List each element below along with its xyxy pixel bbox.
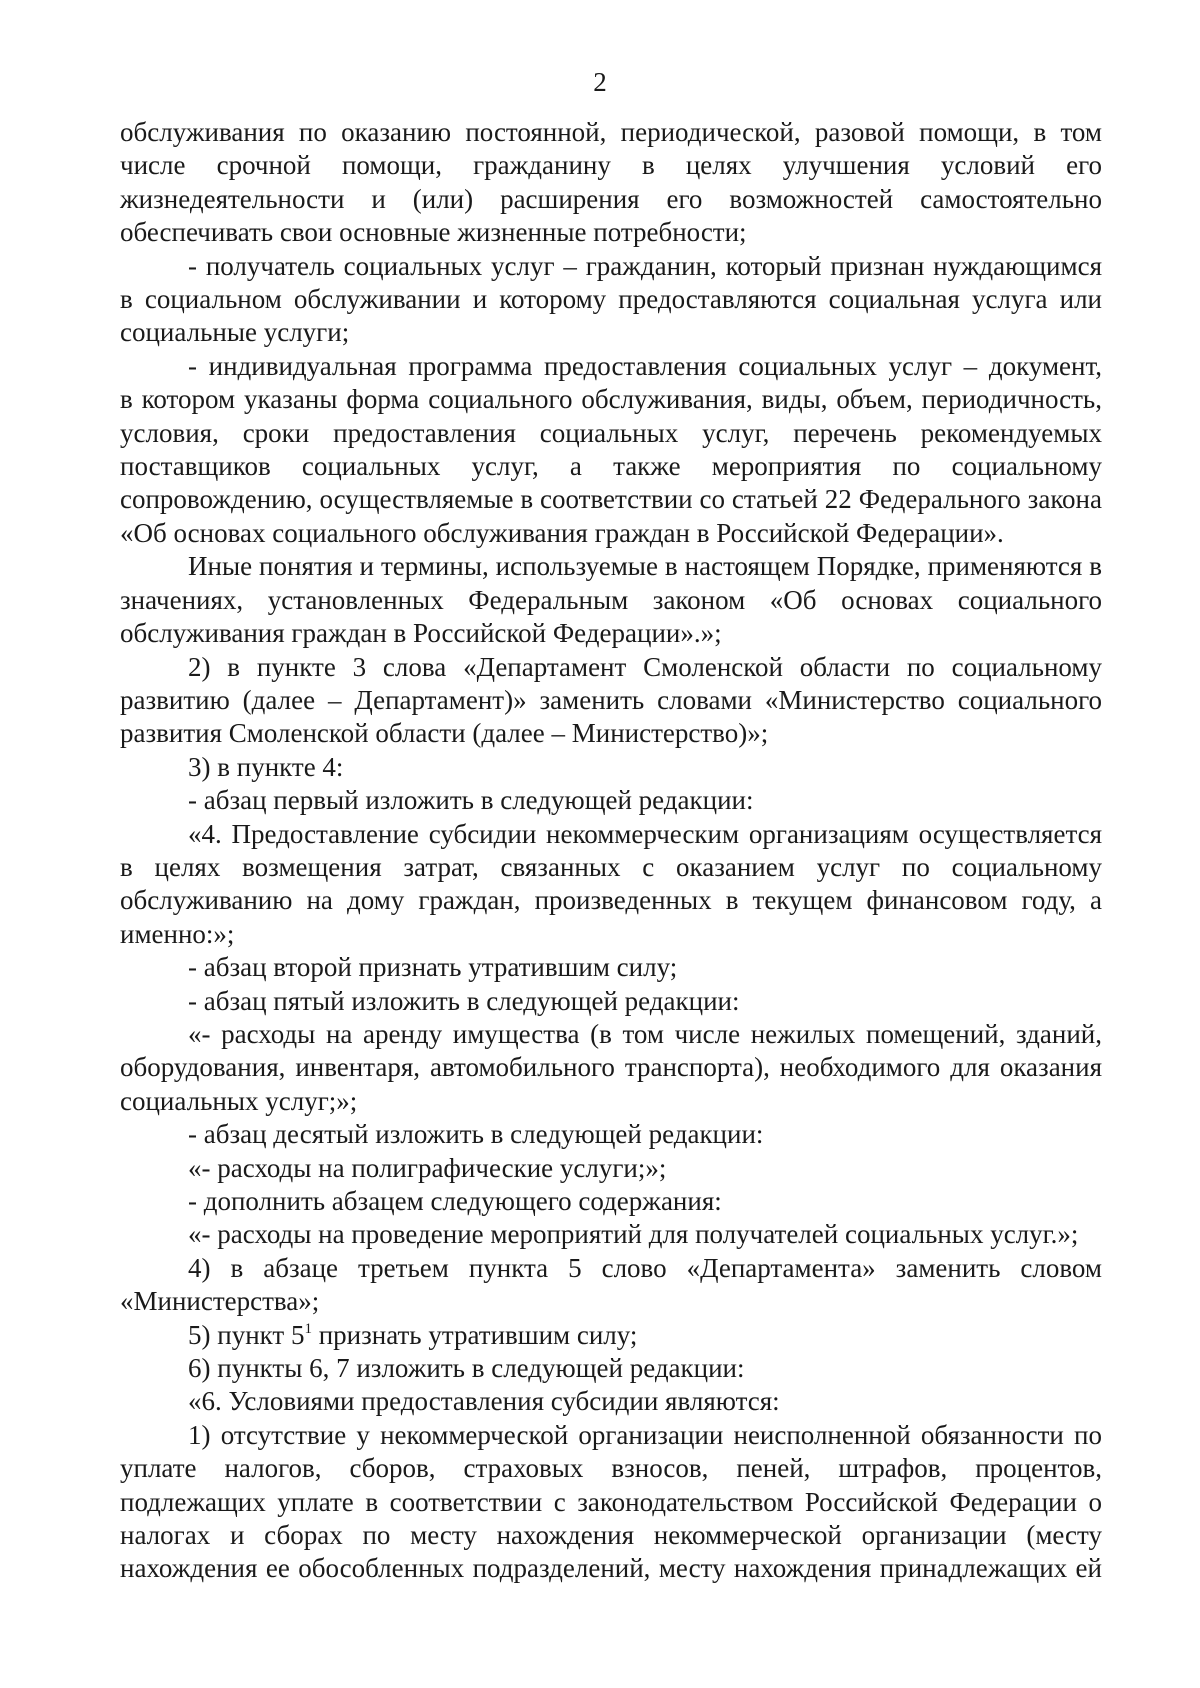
text-line: обслуживанию на дому граждан, произведенных в текущем финансовом году, а bbox=[120, 885, 1102, 916]
text-line: нахождения ее обособленных подразделений, месту нахождения принадлежащих ей bbox=[120, 1553, 1102, 1584]
text-line: - абзац пятый изложить в следующей редакции: bbox=[188, 985, 740, 1016]
text-line: социальных услуг;»; bbox=[120, 1085, 358, 1116]
text-line: развитию (далее – Департамент)» заменить словами «Министерство социального bbox=[120, 684, 1102, 715]
text-line: развития Смоленской области (далее – Министерство)»; bbox=[120, 718, 769, 749]
text-line: подлежащих уплате в соответствии с законодательством Российской Федерации о bbox=[120, 1486, 1102, 1517]
text-line-item-5 bbox=[120, 1319, 1102, 1352]
page-number: 2 bbox=[593, 67, 607, 97]
text-line: - абзац десятый изложить в следующей редакции: bbox=[188, 1119, 764, 1150]
text-line: - абзац второй признать утратившим силу; bbox=[188, 952, 678, 983]
text-line: налогах и сборах по месту нахождения некоммерческой организации (месту bbox=[120, 1520, 1102, 1551]
text-line: «- расходы на проведение мероприятий для получателей социальных услуг.»; bbox=[188, 1219, 1079, 1250]
text-line: - дополнить абзацем следующего содержания: bbox=[188, 1186, 722, 1216]
text-line: оборудования, инвентаря, автомобильного транспорта), необходимого для оказания bbox=[120, 1052, 1102, 1083]
item5-superscript: 1 bbox=[304, 1320, 312, 1337]
text-line: условия, сроки предоставления социальных услуг, перечень рекомендуемых bbox=[120, 417, 1102, 448]
document-body bbox=[120, 116, 1102, 1586]
text-block-tail bbox=[120, 1352, 1102, 1586]
text-line: в котором указаны форма социального обслуживания, виды, объем, периодичность, bbox=[120, 384, 1102, 415]
item5-before: 5) пункт 5 bbox=[188, 1319, 305, 1350]
text-line: «6. Условиями предоставления субсидии являются: bbox=[188, 1386, 780, 1417]
text-line: 2) в пункте 3 слова «Департамент Смоленской области по социальному bbox=[188, 651, 1102, 682]
item5-after: признать утратившим силу; bbox=[311, 1319, 638, 1350]
text-line: «Министерства»; bbox=[120, 1286, 320, 1317]
text-line: «Об основах социального обслуживания граждан в Российской Федерации». bbox=[120, 517, 1004, 548]
text-line: 4) в абзаце третьем пункта 5 слово «Департамента» заменить словом bbox=[188, 1252, 1102, 1283]
text-line: социальные услуги; bbox=[120, 317, 350, 348]
text-line: обслуживания граждан в Российской Федерации».»; bbox=[120, 618, 722, 649]
text-line: в социальном обслуживании и которому предоставляются социальная услуга или bbox=[120, 284, 1102, 315]
text-line: 6) пункты 6, 7 изложить в следующей редакции: bbox=[188, 1353, 745, 1384]
text-line: сопровождению, осуществляемые в соответствии со статьей 22 Федерального закона bbox=[120, 484, 1102, 515]
text-block-main bbox=[120, 116, 1102, 1319]
text-line: 1) отсутствие у некоммерческой организации неисполненной обязанности по bbox=[188, 1419, 1102, 1450]
text-line: Иные понятия и термины, используемые в настоящем Порядке, применяются в bbox=[188, 551, 1102, 582]
text-line: - индивидуальная программа предоставления социальных услуг – документ, bbox=[188, 350, 1102, 381]
text-line: поставщиков социальных услуг, а также мероприятия по социальному bbox=[120, 451, 1102, 482]
text-line: в целях возмещения затрат, связанных с оказанием услуг по социальному bbox=[120, 851, 1102, 882]
text-line: «- расходы на аренду имущества (в том числе нежилых помещений, зданий, bbox=[188, 1018, 1102, 1049]
text-line: уплате налогов, сборов, страховых взносов, пеней, штрафов, процентов, bbox=[120, 1453, 1102, 1484]
text-line: - абзац первый изложить в следующей редакции: bbox=[188, 785, 754, 816]
text-line: значениях, установленных Федеральным законом «Об основах социального bbox=[120, 584, 1102, 615]
text-line: «- расходы на полиграфические услуги;»; bbox=[188, 1152, 667, 1183]
text-line: жизнедеятельности и (или) расширения его возможностей самостоятельно bbox=[120, 183, 1102, 214]
text-line: 3) в пункте 4: bbox=[188, 751, 344, 782]
text-line: числе срочной помощи, гражданину в целях улучшения условий его bbox=[120, 150, 1102, 181]
text-line: «4. Предоставление субсидии некоммерческим организациям осуществляется bbox=[188, 818, 1102, 849]
text-line: - получатель социальных услуг – гражданин, который признан нуждающимся bbox=[188, 250, 1102, 281]
text-line: обслуживания по оказанию постоянной, периодической, разовой помощи, в том bbox=[120, 117, 1102, 147]
text-line: обеспечивать свои основные жизненные потребности; bbox=[120, 217, 747, 248]
text-line: именно:»; bbox=[120, 918, 235, 949]
